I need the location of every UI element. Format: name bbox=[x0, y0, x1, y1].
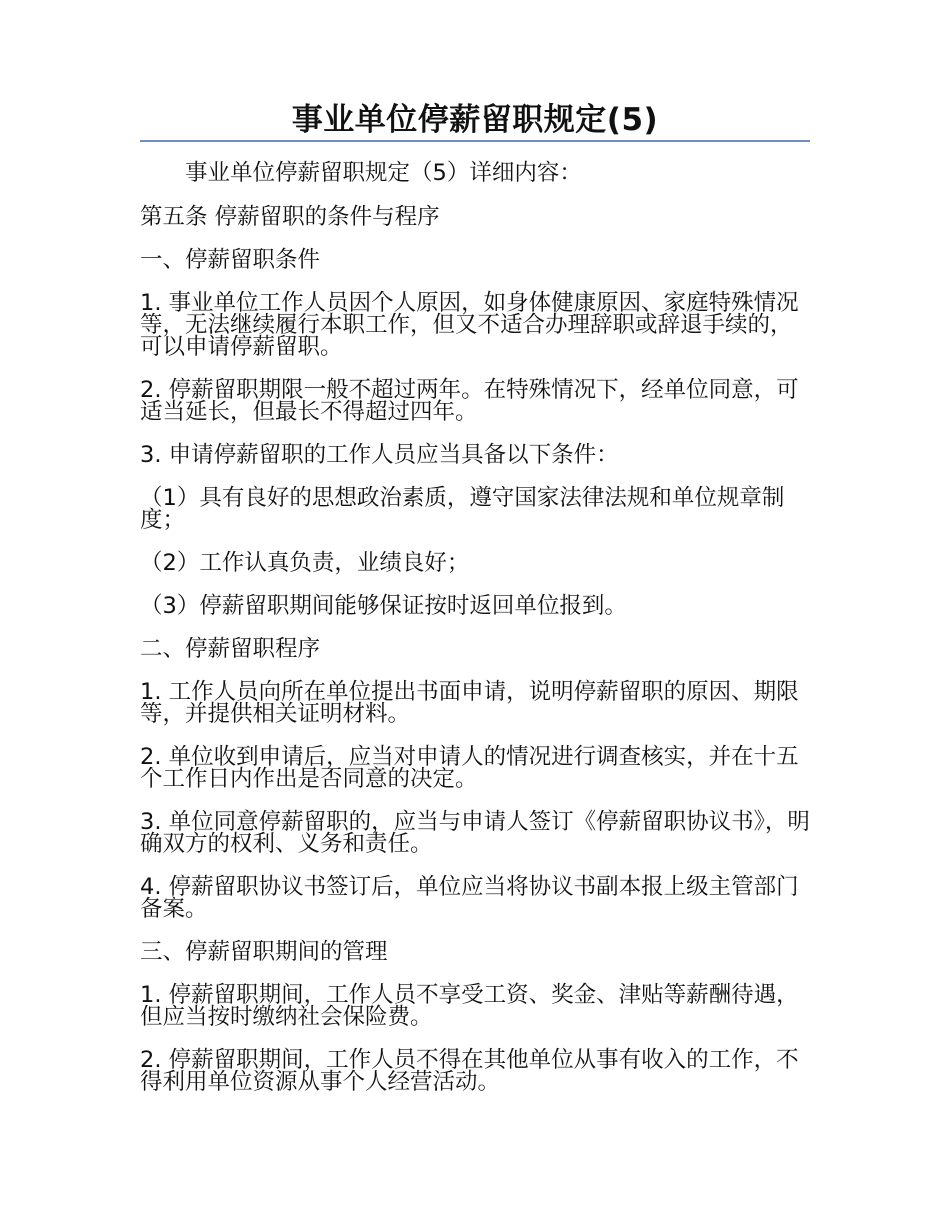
section-heading-1: 一、停薪留职条件 bbox=[140, 247, 321, 273]
page-title: 事业单位停薪留职规定(5) bbox=[291, 102, 659, 138]
condition-item-3: 3. 申请停薪留职的工作人员应当具备以下条件： bbox=[140, 442, 619, 468]
procedure-item-4: 4. 停薪留职协议书签订后，单位应当将协议书副本报上级主管部门备案。 bbox=[140, 874, 799, 922]
section-heading-2: 二、停薪留职程序 bbox=[140, 636, 321, 662]
procedure-item-2: 2. 单位收到申请后，应当对申请人的情况进行调查核实，并在十五个工作日内作出是否同意的决定。 bbox=[140, 744, 799, 792]
procedure-item-3: 3. 单位同意停薪留职的，应当与申请人签订《停薪留职协议书》，明确双方的权利、义务和责任。 bbox=[140, 809, 810, 857]
title-underline bbox=[140, 140, 810, 142]
management-item-1: 1. 停薪留职期间，工作人员不享受工资、奖金、津贴等薪酬待遇，但应当按时缴纳社会保险费。 bbox=[140, 982, 799, 1030]
condition-item-2: 2. 停薪留职期限一般不超过两年。在特殊情况下，经单位同意，可适当延长，但最长不得超过四年。 bbox=[140, 377, 799, 425]
sub-condition-1: （1）具有良好的思想政治素质，遵守国家法律法规和单位规章制度； bbox=[140, 485, 785, 533]
intro-paragraph: 事业单位停薪留职规定（5）详细内容： bbox=[185, 160, 582, 186]
sub-condition-2: （2）工作认真负责，业绩良好； bbox=[140, 550, 470, 576]
article-heading: 第五条 停薪留职的条件与程序 bbox=[140, 204, 440, 230]
management-item-2: 2. 停薪留职期间，工作人员不得在其他单位从事有收入的工作，不得利用单位资源从事个人经营活动。 bbox=[140, 1047, 799, 1095]
section-heading-3: 三、停薪留职期间的管理 bbox=[140, 939, 388, 965]
document-page bbox=[140, 100, 810, 1093]
condition-item-1: 1. 事业单位工作人员因个人原因，如身体健康原因、家庭特殊情况等，无法继续履行本职工作，但又不适合办理辞职或辞退手续的，可以申请停薪留职。 bbox=[140, 290, 799, 360]
procedure-item-1: 1. 工作人员向所在单位提出书面申请，说明停薪留职的原因、期限等，并提供相关证明材料。 bbox=[140, 679, 799, 727]
sub-condition-3: （3）停薪留职期间能够保证按时返回单位报到。 bbox=[140, 593, 627, 619]
